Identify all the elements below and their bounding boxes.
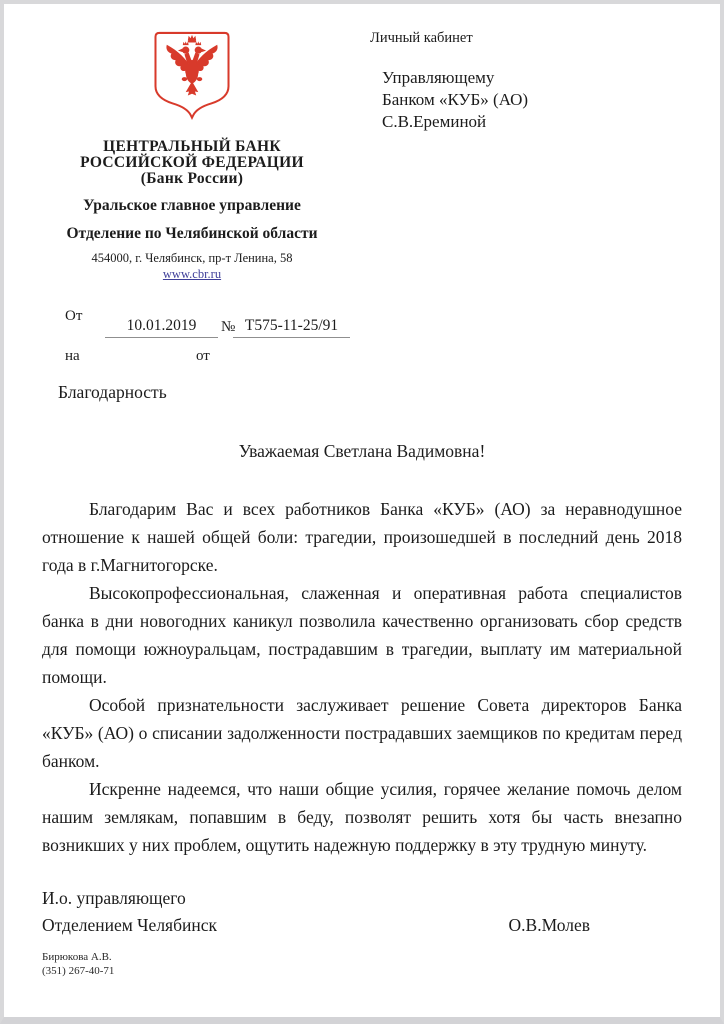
letter-subject: Благодарность: [58, 382, 167, 402]
executor-block: [42, 951, 682, 978]
org-website-wrap: [42, 267, 342, 282]
org-branch: Отделение по Челябинской области: [66, 225, 318, 242]
salutation: Уважаемая Светлана Вадимовна!: [238, 441, 486, 461]
letterhead: [42, 30, 682, 282]
letterhead-right-column: [370, 30, 682, 133]
org-website-link[interactable]: www.cbr.ru: [162, 267, 222, 281]
russia-coat-of-arms-icon: [148, 30, 236, 124]
delivery-channel-label: Личный кабинет: [370, 30, 473, 46]
org-name-line1: ЦЕНТРАЛЬНЫЙ БАНК: [103, 138, 281, 155]
signer-name: О.В.Молев: [508, 915, 590, 935]
from-label: От: [65, 308, 83, 324]
body-paragraph-2: Высокопрофессиональная, слаженная и оперативная работа специалистов банка в дни новогодних каникул позволила качественно организовать сбор средств для помощи южноуральцам, пострадавшим в трагедии, выплату им материальной помощи.: [42, 583, 682, 687]
recipient-organization: Банком «КУБ» (АО): [382, 90, 529, 109]
executor-name: Бирюкова А.В.: [42, 951, 112, 963]
reference-block: [42, 308, 682, 368]
org-name-block: [42, 139, 342, 187]
org-division: Уральское главное управление: [83, 197, 301, 214]
body-paragraph-1: Благодарим Вас и всех работников Банка «КУБ» (АО) за неравнодушное отношение к нашей общей боли: трагедии, произошедшей в последний день 2018 года в г.Магнитогорске.: [42, 499, 682, 575]
number-sign-label: №: [221, 319, 236, 335]
org-name-line2: РОССИЙСКОЙ ФЕДЕРАЦИИ: [80, 154, 304, 171]
executor-phone: (351) 267-40-71: [42, 964, 115, 977]
letter-date-field: 10.01.2019: [105, 317, 218, 338]
letter-content: [4, 4, 720, 978]
org-address: 454000, г. Челябинск, пр-т Ленина, 58: [91, 251, 293, 265]
org-name-line3: (Банк России): [140, 170, 244, 187]
letterhead-left-column: [42, 30, 342, 282]
recipient-block: [370, 67, 682, 133]
recipient-title: Управляющему: [382, 68, 495, 87]
letter-body: [42, 495, 682, 859]
letter-number-field: Т575-11-25/91: [233, 317, 350, 338]
reference-row-outgoing: [42, 308, 682, 339]
body-paragraph-4: Искренне надеемся, что наши общие усилия, горячее желание помочь делом нашим землякам, попавшим в беду, позволят решить хотя бы часть внезапно возникших у них проблем, ощутить надежную поддержку в эту трудную минуту.: [42, 779, 682, 855]
reference-row-incoming: [42, 348, 682, 368]
signature-block: [42, 885, 682, 939]
signature-row: [42, 912, 682, 939]
recipient-name: С.В.Ереминой: [382, 112, 487, 131]
body-paragraph-3: Особой признательности заслуживает решение Совета директоров Банка «КУБ» (АО) о списании задолженности пострадавших заемщиков по кредитам перед банком.: [42, 695, 682, 771]
signer-position-line2: Отделением Челябинск: [42, 915, 217, 935]
on-label: на: [65, 348, 80, 364]
of-label: от: [196, 348, 210, 364]
signer-position-line1: И.о. управляющего: [42, 888, 186, 908]
